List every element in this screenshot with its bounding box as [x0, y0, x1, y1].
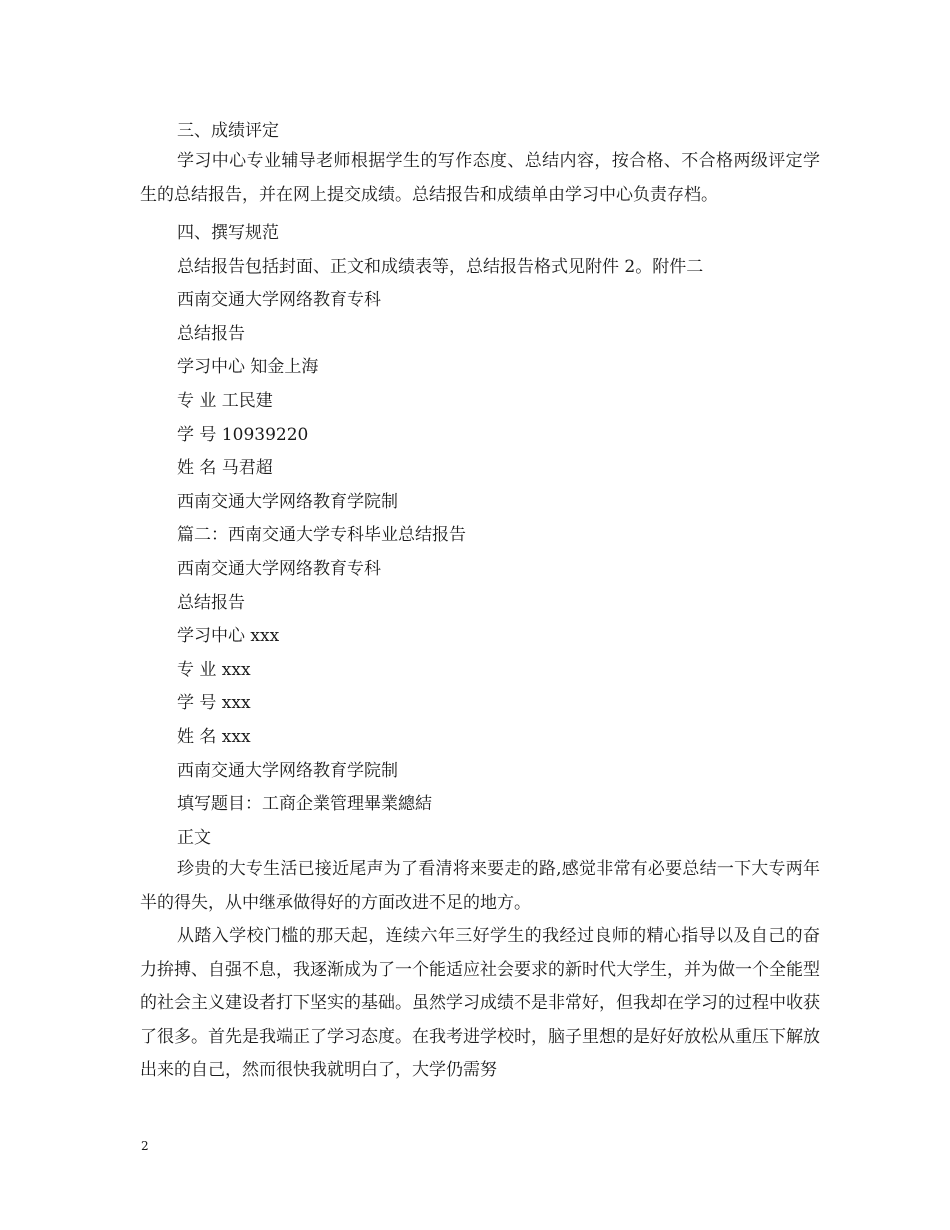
cover-two-issuer: 西南交通大学网络教育学院制 [177, 761, 398, 781]
cover-two-major: 专 业 xxx [177, 660, 251, 680]
section-three-heading: 三、成绩评定 [177, 121, 279, 141]
part-two-heading: 篇二：西南交通大学专科毕业总结报告 [177, 525, 466, 545]
grading-paragraph: 学习中心专业辅导老师根据学生的写作态度、总结内容，按合格、不合格两级评定学生的总结报告，并在网上提交成绩。总结报告和成绩单由学习中心负责存档。 [140, 151, 820, 205]
cover-one-issuer: 西南交通大学网络教育学院制 [177, 492, 398, 512]
body-paragraph-one: 珍贵的大专生活已接近尾声为了看清将来要走的路,感觉非常有必要总结一下大专两年半的得失，从中继承做得好的方面改进不足的地方。 [140, 859, 820, 913]
cover-two-name: 姓 名 xxx [177, 727, 251, 747]
cover-one-learning-center: 学习中心 知金上海 [177, 357, 319, 377]
cover-two-learning-center: 学习中心 xxx [177, 626, 280, 646]
body-heading: 正文 [177, 828, 211, 848]
cover-one-university: 西南交通大学网络教育专科 [177, 290, 381, 310]
page-number: 2 [141, 1139, 149, 1153]
body-paragraph-two: 从踏入学校门槛的那天起，连续六年三好学生的我经过良师的精心指导以及自己的奋力拚搏、自强不息，我逐渐成为了一个能适应社会要求的新时代大学生，并为做一个全能型的社会主义建设者打下坚实的基础。虽然学习成绩不是非常好，但我却在学习的过程中收获了很多。首先是我端正了学习态度。在我考进学校时，脑子里想的是好好放松从重压下解放出来的自己，然而很快我就明白了，大学仍需努 [140, 926, 820, 1080]
cover-one-name: 姓 名 马君超 [177, 458, 273, 478]
topic-line: 填写题目：工商企業管理畢業總結 [177, 794, 432, 814]
cover-one-student-id: 学 号 10939220 [177, 425, 309, 445]
section-four-heading: 四、撰写规范 [177, 223, 279, 243]
cover-one-report-title: 总结报告 [177, 324, 245, 344]
format-line: 总结报告包括封面、正文和成绩表等，总结报告格式见附件 2。附件二 [177, 257, 704, 277]
cover-one-major: 专 业 工民建 [177, 391, 273, 411]
cover-two-report-title: 总结报告 [177, 593, 245, 613]
cover-two-student-id: 学 号 xxx [177, 693, 251, 713]
cover-two-university: 西南交通大学网络教育专科 [177, 559, 381, 579]
